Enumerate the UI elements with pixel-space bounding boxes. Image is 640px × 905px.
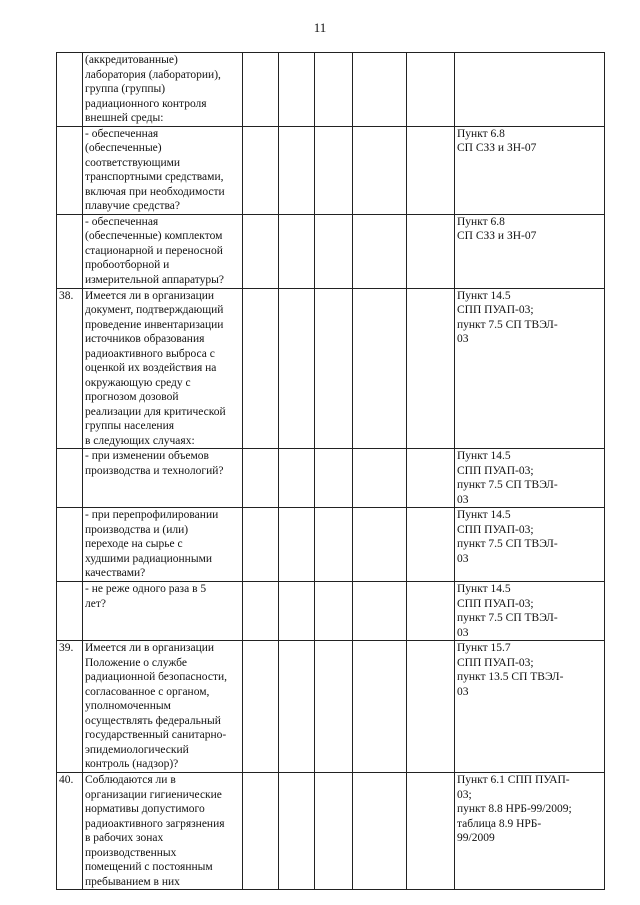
reference-text: Пункт 6.8 СП СЗЗ и ЗН-07: [455, 214, 605, 288]
answer-cell: [243, 449, 279, 508]
answer-cell: [353, 449, 407, 508]
answer-cell: [279, 126, 315, 214]
item-number: 40.: [57, 773, 83, 890]
item-number: [57, 214, 83, 288]
reference-text: [455, 53, 605, 127]
answer-cell: [353, 773, 407, 890]
table-row: [57, 126, 605, 214]
table-row: [57, 288, 605, 449]
answer-cell: [315, 53, 353, 127]
item-number: [57, 582, 83, 641]
answer-cell: [243, 773, 279, 890]
table-row: [57, 214, 605, 288]
answer-cell: [407, 582, 455, 641]
answer-cell: [353, 508, 407, 582]
answer-cell: [353, 53, 407, 127]
answer-cell: [279, 641, 315, 773]
answer-cell: [315, 449, 353, 508]
question-text: (аккредитованные) лаборатория (лаборатории), группа (группы) радиационного контроля внешней среды:: [83, 53, 243, 127]
answer-cell: [315, 773, 353, 890]
answer-cell: [279, 773, 315, 890]
question-text: - обеспеченная (обеспеченные) комплектом стационарной и переносной пробоотборной и измерительной аппаратуры?: [83, 214, 243, 288]
answer-cell: [279, 449, 315, 508]
answer-cell: [407, 449, 455, 508]
question-text: Имеется ли в организации документ, подтверждающий проведение инвентаризации источников образования радиоактивного выброса с оценкой их воздействия на окружающую среду с прогнозом дозовой реализации для критической группы населения в следующих случаях:: [83, 288, 243, 449]
item-number: [57, 449, 83, 508]
item-number: [57, 126, 83, 214]
answer-cell: [315, 508, 353, 582]
table-row: [57, 449, 605, 508]
table-row: [57, 773, 605, 890]
item-number: 38.: [57, 288, 83, 449]
reference-text: Пункт 14.5 СПП ПУАП-03; пункт 7.5 СП ТВЭЛ- 03: [455, 508, 605, 582]
table-row: [57, 641, 605, 773]
answer-cell: [315, 288, 353, 449]
answer-cell: [315, 214, 353, 288]
reference-text: Пункт 15.7 СПП ПУАП-03; пункт 13.5 СП ТВЭЛ- 03: [455, 641, 605, 773]
answer-cell: [407, 126, 455, 214]
answer-cell: [407, 773, 455, 890]
table-row: [57, 508, 605, 582]
item-number: [57, 53, 83, 127]
question-text: - при перепрофилировании производства и (или) переходе на сырье с худшими радиационными качествами?: [83, 508, 243, 582]
answer-cell: [243, 508, 279, 582]
checklist-table: [56, 52, 605, 890]
item-number: 39.: [57, 641, 83, 773]
answer-cell: [279, 53, 315, 127]
answer-cell: [243, 53, 279, 127]
answer-cell: [315, 582, 353, 641]
answer-cell: [279, 288, 315, 449]
item-number: [57, 508, 83, 582]
answer-cell: [407, 53, 455, 127]
answer-cell: [353, 214, 407, 288]
reference-text: Пункт 14.5 СПП ПУАП-03; пункт 7.5 СП ТВЭЛ- 03: [455, 288, 605, 449]
reference-text: Пункт 14.5 СПП ПУАП-03; пункт 7.5 СП ТВЭЛ- 03: [455, 582, 605, 641]
answer-cell: [315, 641, 353, 773]
question-text: Соблюдаются ли в организации гигиенические нормативы допустимого радиоактивного загрязнения в рабочих зонах производственных помещений с постоянным пребыванием в них: [83, 773, 243, 890]
table-row: [57, 582, 605, 641]
question-text: - при изменении объемов производства и технологий?: [83, 449, 243, 508]
answer-cell: [407, 508, 455, 582]
reference-text: Пункт 14.5 СПП ПУАП-03; пункт 7.5 СП ТВЭЛ- 03: [455, 449, 605, 508]
question-text: Имеется ли в организации Положение о службе радиационной безопасности, согласованное с органом, уполномоченным осуществлять федеральный государственный санитарно- эпидемиологический контроль (надзор)?: [83, 641, 243, 773]
answer-cell: [353, 582, 407, 641]
answer-cell: [353, 126, 407, 214]
answer-cell: [243, 641, 279, 773]
answer-cell: [279, 582, 315, 641]
table-row: [57, 53, 605, 127]
page-number: 11: [313, 20, 327, 35]
answer-cell: [407, 288, 455, 449]
answer-cell: [243, 214, 279, 288]
answer-cell: [407, 214, 455, 288]
answer-cell: [353, 288, 407, 449]
answer-cell: [243, 126, 279, 214]
answer-cell: [407, 641, 455, 773]
question-text: - обеспеченная (обеспеченные) соответствующими транспортными средствами, включая при необходимости плавучие средства?: [83, 126, 243, 214]
answer-cell: [353, 641, 407, 773]
question-text: - не реже одного раза в 5 лет?: [83, 582, 243, 641]
reference-text: Пункт 6.1 СПП ПУАП- 03; пункт 8.8 НРБ-99/2009; таблица 8.9 НРБ- 99/2009: [455, 773, 605, 890]
reference-text: Пункт 6.8 СП СЗЗ и ЗН-07: [455, 126, 605, 214]
answer-cell: [243, 288, 279, 449]
answer-cell: [279, 214, 315, 288]
answer-cell: [279, 508, 315, 582]
answer-cell: [243, 582, 279, 641]
answer-cell: [315, 126, 353, 214]
